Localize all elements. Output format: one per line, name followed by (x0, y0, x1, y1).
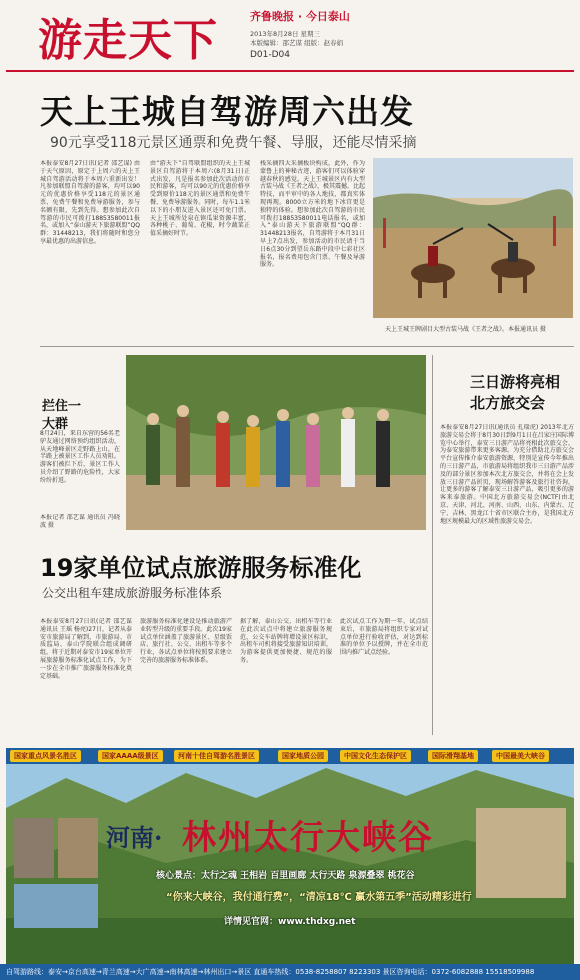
ad-slogan: “你来大峡谷，我付通行费”，“清凉18℃ 赢水第五季”活动精彩进行 (166, 892, 472, 903)
lead-column-2: 由“游天下”自驾联盟组织的天上王城景区自驾游将于本周六(8月31日)正式出发，凡是报名参加此次活动的市民和游客，均可以90元的优惠价格享受到原价118元的景区通票和免费午餐、免费导游服务。同时，每车1.1米以下的小朋友进入景区还可免门票。天上王城所处泉在镇瓜果资源丰富，各种桃子、葡萄、花椒，时令蔬菜正值采摘好时节。 (150, 160, 250, 238)
ad-website-link[interactable]: 详情见官网：www.thdxg.net (224, 917, 356, 927)
ad-badge: 国家地质公园 (278, 750, 328, 762)
page-range: D01-D04 (250, 50, 291, 60)
canyon-advertisement[interactable] (6, 748, 574, 964)
masthead (0, 0, 580, 70)
sidebar-credit-stop: 本报记者 邵艺谋 通讯员 冯晓波 摄 (40, 514, 120, 529)
ad-region: 河南· (106, 823, 163, 852)
ad-badge: 国家重点风景名胜区 (10, 750, 81, 762)
lead-column-3: 栈采摘四大采摘板块构成，此外，作为蒙鲁上的神秘古迹，游客们可以体验穿越春秋的感觉。天上王城景区内有大型古装马战《王者之战》，极其震撼，比起特技，而平审中的各人地技，都真实体现再现。8000立方米的地下冰宫更是独特的体验。想参加此次自驾游的市民可拨打18853580011电话报名，或加入“泰山游天下旅游联盟”QQ群：31448213报名，自驾游将于本月31日早上7点出发，参加活动的市民请于当日6点30分到望岳东路中段中七彩社区报名，报名费用包含门票、午餐及导游服务。 (260, 160, 365, 269)
newspaper-name: 齐鲁晚报 · 今日泰山 (250, 10, 350, 23)
second-column-3: 据了解，泰山公交、出租车等行业在此次试点中将建立旅游服务规范，公交车站牌将增设景区标识，出租车司机将接受旅游知识培训，为游客提供更加便捷、规范的服务。 (240, 618, 332, 664)
second-column-4: 此次试点工作为期一年，试点结束后，市旅游局将组织专家对试点单位进行验收评估，对达到标准的单位予以授牌，并在全市范围内推广试点经验。 (340, 618, 428, 657)
staff-line: 本版编辑：邵艺谋 组版：赵春娟 (250, 39, 344, 47)
ad-badge: 中国最美大峡谷 (492, 750, 549, 762)
second-headline: 19家单位试点旅游服务标准化 (40, 554, 362, 582)
sidebar-title-stop: 拦住一大群 (42, 399, 82, 432)
masthead-rule (6, 70, 574, 72)
second-column-1: 本报泰安8月27日讯(记者 邵艺谋 通讯员 王瑶 杨亮)27日，记者从泰安市旅游局了解到，市旅游局、市质监局、泰山学院联合组成调研组，将于近期对泰安市19家单位开展旅游服务标准化试点工作，为下一步在全市推广旅游服务标准化奠定基础。 (40, 618, 132, 680)
ad-badge: 中国文化生态保护区 (340, 750, 411, 762)
sidebar-body-three-day: 本报泰安8月27日讯(通讯员 孔瑞虎) 2013年北方旅游交易会将于8月30日到9月1日在吕家庄国际博览中心举行，泰安三日游产品将亮相此次旅交会，为泰安旅游带来更多客源。为充分借助北方旅交会平台宣传推介泰安旅游资源，特别是宣传今年推出的三日游产品，市旅游局将组织我市三日游产品涉及的部分景区参加本次北方旅交会，并将在会上发放三日游产品折页，现场解答游客及旅行社咨询，让更多的游客了解泰安三日游产品，吸引更多的游客来泰旅游。中国北方旅游交易会(NCTF)由北京、天津、河北、河南、山西、山东、内蒙古、辽宁、吉林、黑龙江十省市区联合主办，是我国北方地区规模最大的区域性旅游交易会。 (440, 424, 574, 525)
photo-caption: 天上王城王牌剧目大型古装马战《王者之战》。本报通讯员 摄 (385, 326, 546, 333)
ad-badge: 国家AAAA级景区 (98, 750, 163, 762)
lead-column-1: 本报泰安8月27日讯(记者 邵艺谋) 由于天气原因，原定于上周六的天上王城自驾游活动将于本周六重新出发！凡参加联盟自驾游的游客，均可以90元的优惠价格享受118元的景区通票、免费午餐和免费导游服务，参与名额有限，先到先得。想参加此次自驾游的市民可拨打18853580011报名，或加入“泰山游天下旅游联盟”QQ群：31448213，我们将随时和您分享最优惠的出游信息。 (40, 160, 140, 245)
lead-headline: 天上王城自驾游周六出发 (40, 92, 414, 131)
section-title: 游走天下 (38, 15, 218, 66)
second-column-2: 旅游服务标准化建设是推动旅游产业转型升级的重要手段。此次19家试点单位涵盖了旅游景区、星级饭店、旅行社、公交、出租车等多个行业，各试点单位将按照要求建立完善的旅游服务标准体系。 (140, 618, 232, 664)
sidebar-title-three-day: 三日游将亮相北方旅交会 (470, 373, 561, 412)
sidebar-body-stop: 8月24日，来自东营的56名老驴友通过网络预约组织活动，从天地峰景区走野路上山，在半路上被景区工作人员劝阻。游客们被拦下后，景区工作人员介绍了野路的危险性，大家纷纷折返。 (40, 430, 120, 484)
ad-core-spots: 核心景点：太行之魂 王相岩 百里画廊 太行天路 泉源叠翠 桃花谷 (156, 871, 415, 881)
hikers-photo (126, 355, 426, 530)
ad-badge: 国际滑翔基地 (428, 750, 478, 762)
ad-badge: 河南十佳自驾游名胜景区 (174, 750, 259, 762)
second-subhead: 公交出租车建成旅游服务标准体系 (42, 586, 223, 600)
ad-title: 林州太行大峡谷 (182, 818, 434, 858)
section-divider (40, 346, 574, 347)
horse-battle-photo (373, 158, 573, 318)
lead-subhead: 90元享受118元景区通票和免费午餐、导服，还能尽情采摘 (50, 135, 417, 151)
ad-footer-contact: 自驾游路线：泰安→京台高速→青兰高速→大广高速→南林高速→林州出口→景区 直通车热线：0538-8258807 8223303 景区咨询电话：0372-6082888 15518509988 (0, 964, 580, 980)
date-line: 2013年8月28日 星期三 (250, 30, 321, 38)
column-divider (432, 355, 433, 735)
